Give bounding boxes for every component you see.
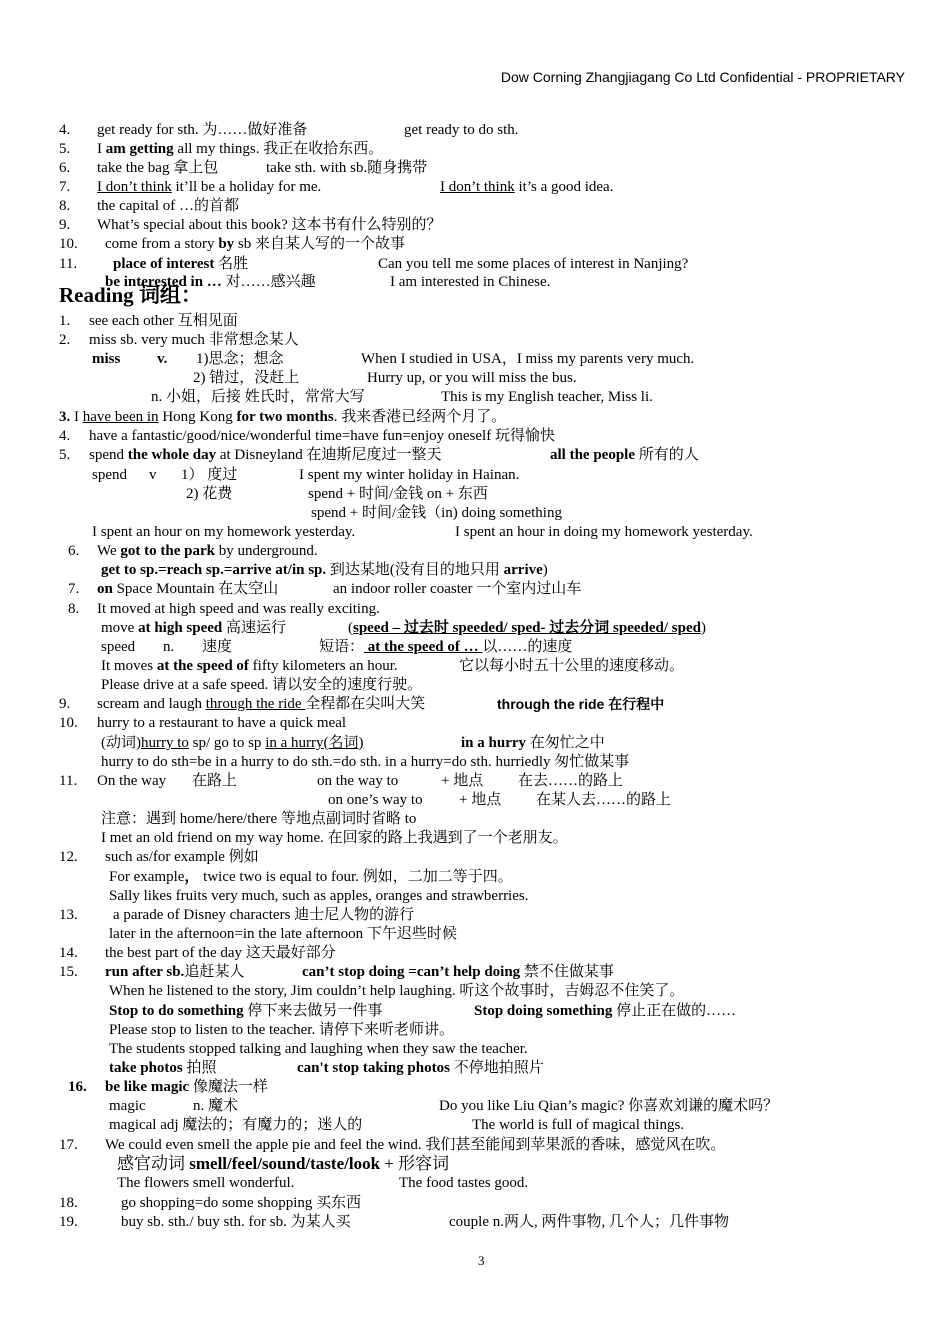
line-text: Hurry up, or you will miss the bus. bbox=[367, 370, 577, 386]
line-text: When he listened to the story, Jim couldn’t help laughing. 听这个故事时，吉姆忍不住笑了。 bbox=[109, 983, 685, 999]
list-number: 11. bbox=[59, 773, 78, 789]
line-text: on one’s way to bbox=[328, 792, 423, 808]
list-number: 18. bbox=[59, 1195, 78, 1211]
line-text: 感官动词 smell/feel/sound/taste/look + 形容词 bbox=[117, 1154, 450, 1173]
line-text: I am interested in Chinese. bbox=[390, 274, 551, 290]
line-text: Stop to do something 停下来去做另一件事 bbox=[109, 1003, 383, 1019]
line-text: I spent an hour on my homework yesterday. bbox=[92, 524, 356, 540]
line-text: the capital of …的首都 bbox=[97, 198, 240, 214]
line-text: I don’t think it’ll be a holiday for me. bbox=[97, 179, 322, 195]
list-number: 8. bbox=[59, 198, 71, 214]
line-text: Please drive at a safe speed. 请以安全的速度行驶。 bbox=[101, 677, 423, 693]
line-text: What’s special about this book? 这本书有什么特别的？ bbox=[97, 217, 442, 233]
list-number: 9. bbox=[59, 696, 71, 712]
line-text: Do you like Liu Qian’s magic? 你喜欢刘谦的魔术吗？ bbox=[439, 1098, 779, 1114]
line-text: 在路上 bbox=[192, 773, 238, 789]
line-text: v. bbox=[157, 351, 168, 367]
page-number: 3 bbox=[478, 1253, 485, 1268]
line-text: a parade of Disney characters 迪士尼人物的游行 bbox=[113, 907, 415, 923]
line-text: The world is full of magical things. bbox=[472, 1117, 685, 1133]
list-number: 19. bbox=[59, 1214, 78, 1230]
line-text: have a fantastic/good/nice/wonderful time=have fun=enjoy oneself 玩得愉快 bbox=[89, 428, 555, 444]
line-text: miss sb. very much 非常想念某人 bbox=[89, 332, 299, 348]
line-text: spend the whole day at Disneyland 在迪斯尼度过一整天 bbox=[89, 447, 442, 463]
line-text: move at high speed 高速运行 bbox=[101, 620, 287, 636]
line-text: place of interest 名胜 bbox=[113, 256, 249, 272]
line-text: take the bag 拿上包 bbox=[97, 160, 219, 176]
line-text: come from a story by sb 来自某人写的一个故事 bbox=[105, 236, 405, 252]
line-text: + 地点 bbox=[459, 792, 502, 808]
line-text: spend + 时间/金钱（in) doing something bbox=[311, 505, 562, 521]
line-text: the best part of the day 这天最好部分 bbox=[105, 945, 336, 961]
line-text: run after sb.追赶某人 bbox=[105, 964, 245, 980]
list-number: 13. bbox=[59, 907, 78, 923]
line-text: I don’t think it’s a good idea. bbox=[440, 179, 614, 195]
line-text: The flowers smell wonderful. bbox=[117, 1175, 295, 1191]
line-text: an indoor roller coaster 一个室内过山车 bbox=[333, 581, 582, 597]
list-number: 4. bbox=[59, 428, 71, 444]
list-number: 6. bbox=[68, 543, 80, 559]
line-text: on Space Mountain 在太空山 bbox=[97, 581, 279, 597]
list-number: 4. bbox=[59, 122, 71, 138]
line-text: (speed – 过去时 speeded/ sped- 过去分词 speeded/ sped) bbox=[348, 620, 706, 636]
line-text: such as/for example 例如 bbox=[105, 849, 259, 865]
line-text: get ready for sth. 为……做好准备 bbox=[97, 122, 308, 138]
line-text: go shopping=do some shopping 买东西 bbox=[121, 1195, 362, 1211]
confidential-header: Dow Corning Zhangjiagang Co Ltd Confidential - PROPRIETARY bbox=[500, 69, 905, 85]
line-text: speed bbox=[101, 639, 136, 655]
line-text: When I studied in USA，I miss my parents very much. bbox=[361, 351, 695, 367]
line-text: Can you tell me some places of interest in Nanjing? bbox=[378, 256, 689, 272]
line-text: For example， twice two is equal to four. 例如，二加二等于四。 bbox=[109, 869, 513, 885]
line-text: be interested in … 对……感兴趣 bbox=[105, 274, 316, 290]
line-text: v bbox=[149, 467, 157, 483]
line-text: The students stopped talking and laughing when they saw the teacher. bbox=[109, 1041, 528, 1057]
list-number: 15. bbox=[59, 964, 78, 980]
line-text: all the people 所有的人 bbox=[550, 447, 699, 463]
line-text: 1)思念；想念 bbox=[196, 351, 284, 367]
list-number: 7. bbox=[68, 581, 80, 597]
line-text: through the ride 在行程中 bbox=[497, 696, 665, 712]
line-text: magical adj 魔法的；有魔力的；迷人的 bbox=[109, 1117, 363, 1133]
line-text: on the way to bbox=[317, 773, 399, 789]
line-text: 在某人去……的路上 bbox=[536, 792, 672, 808]
line-text: I met an old friend on my way home. 在回家的路上我遇到了一个老朋友。 bbox=[101, 830, 568, 846]
line-text: 短语： at the speed of … 以……的速度 bbox=[319, 639, 573, 655]
line-text: in a hurry 在匆忙之中 bbox=[461, 735, 605, 751]
list-number: 10. bbox=[59, 236, 78, 252]
line-text: It moves at the speed of fifty kilometers an hour. bbox=[101, 658, 398, 674]
list-number: 14. bbox=[59, 945, 78, 961]
line-text: I spent an hour in doing my homework yesterday. bbox=[455, 524, 753, 540]
list-number: 10. bbox=[59, 715, 78, 731]
list-number: 16. bbox=[68, 1079, 87, 1095]
line-text: (动词)hurry to sp/ go to sp in a hurry(名词) bbox=[101, 735, 364, 751]
line-text: get ready to do sth. bbox=[404, 122, 519, 138]
line-text: be like magic 像魔法一样 bbox=[105, 1079, 268, 1095]
line-text: Stop doing something 停止正在做的…… bbox=[474, 1003, 737, 1019]
list-number: 12. bbox=[59, 849, 78, 865]
line-text: 2) 错过，没赶上 bbox=[193, 370, 300, 386]
line-text: This is my English teacher, Miss li. bbox=[441, 389, 653, 405]
line-text: spend bbox=[92, 467, 127, 483]
line-text: magic bbox=[109, 1098, 146, 1114]
line-text: miss bbox=[92, 351, 121, 367]
list-number: 11. bbox=[59, 256, 78, 272]
line-text: later in the afternoon=in the late afternoon 下午迟些时候 bbox=[109, 926, 457, 942]
line-text: get to sp.=reach sp.=arrive at/in sp. 到达某地(没有目的地只用 arrive) bbox=[101, 562, 548, 578]
line-text: hurry to a restaurant to have a quick meal bbox=[97, 715, 347, 731]
line-text: 2) 花费 bbox=[186, 486, 233, 502]
line-text: spend + 时间/金钱 on + 东西 bbox=[308, 486, 488, 502]
line-text: 速度 bbox=[202, 639, 233, 655]
line-text: On the way bbox=[97, 773, 167, 789]
line-text: take photos 拍照 bbox=[109, 1060, 217, 1076]
line-text: 它以每小时五十公里的速度移动。 bbox=[459, 658, 685, 674]
line-text: scream and laugh through the ride 全程都在尖叫大笑 bbox=[97, 696, 426, 712]
line-text: I spent my winter holiday in Hainan. bbox=[299, 467, 520, 483]
list-number: 2. bbox=[59, 332, 71, 348]
line-text: hurry to do sth=be in a hurry to do sth.=do sth. in a hurry=do sth. hurriedly 匆忙做某事 bbox=[101, 754, 630, 770]
list-number: 5. bbox=[59, 447, 71, 463]
line-text: The food tastes good. bbox=[399, 1175, 529, 1191]
line-text: buy sb. sth./ buy sth. for sb. 为某人买 bbox=[121, 1214, 351, 1230]
reading-heading: Reading 词组： bbox=[59, 283, 202, 307]
line-text: + 地点 bbox=[441, 773, 484, 789]
line-text: 3. I have been in Hong Kong for two months. 我来香港已经两个月了。 bbox=[59, 409, 507, 425]
line-text: can’t stop doing =can’t help doing 禁不住做某事 bbox=[302, 964, 614, 980]
line-text: We got to the park by underground. bbox=[97, 543, 318, 559]
line-text: n. 魔术 bbox=[193, 1098, 239, 1114]
list-number: 8. bbox=[68, 601, 80, 617]
line-text: 1） 度过 bbox=[181, 467, 238, 483]
list-number: 9. bbox=[59, 217, 71, 233]
list-number: 5. bbox=[59, 141, 71, 157]
line-text: take sth. with sb.随身携带 bbox=[266, 160, 428, 176]
line-text: n. 小姐，后接 姓氏时，常常大写 bbox=[151, 389, 365, 405]
line-text: 在去……的路上 bbox=[518, 773, 624, 789]
line-text: We could even smell the apple pie and feel the wind. 我们甚至能闻到苹果派的香味，感觉风在吹。 bbox=[105, 1137, 726, 1153]
line-text: It moved at high speed and was really exciting. bbox=[97, 601, 380, 617]
list-number: 7. bbox=[59, 179, 71, 195]
line-text: I am getting all my things. 我正在收拾东西。 bbox=[97, 141, 384, 157]
list-number: 1. bbox=[59, 313, 71, 329]
line-text: n. bbox=[163, 639, 175, 655]
line-text: can't stop taking photos 不停地拍照片 bbox=[297, 1060, 544, 1076]
list-number: 6. bbox=[59, 160, 71, 176]
list-number: 17. bbox=[59, 1137, 78, 1153]
line-text: Please stop to listen to the teacher. 请停下来听老师讲。 bbox=[109, 1022, 454, 1038]
line-text: 注意：遇到 home/here/there 等地点副词时省略 to bbox=[101, 811, 417, 827]
line-text: Sally likes fruits very much, such as apples, oranges and strawberries. bbox=[109, 888, 529, 904]
line-text: see each other 互相见面 bbox=[89, 313, 238, 329]
line-text: couple n.两人, 两件事物, 几个人；几件事物 bbox=[449, 1214, 729, 1230]
